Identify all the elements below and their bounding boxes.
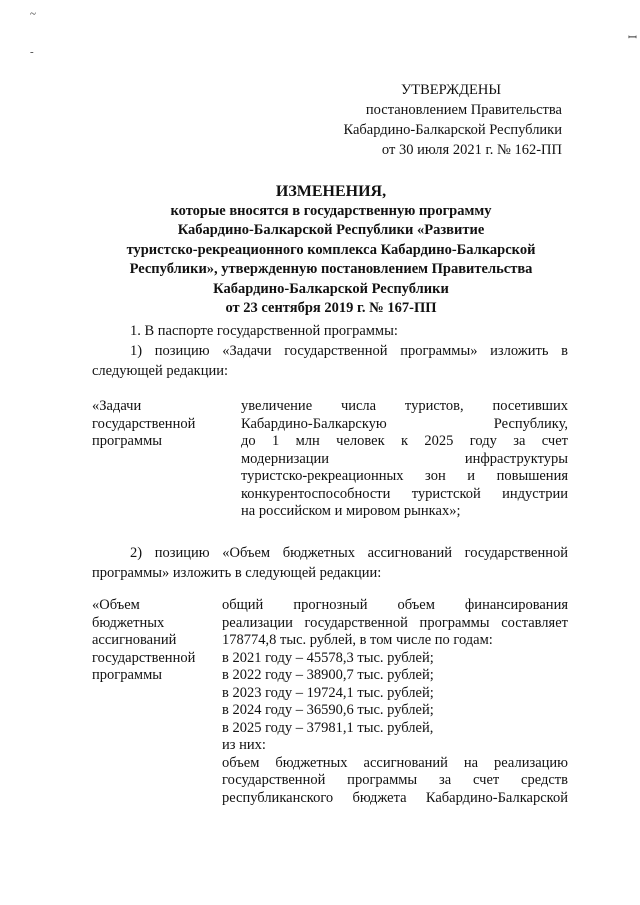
budget-label-line: ассигнований <box>92 632 177 648</box>
budget-label <box>92 597 212 685</box>
budget-value-line: республиканского бюджета Кабардино-Балкарской <box>222 789 568 806</box>
tasks-value-line: конкурентоспособности туристской индустрии <box>241 485 568 502</box>
tasks-label <box>92 398 232 451</box>
budget-value-line: в 2025 году – 37981,1 тыс. рублей, <box>222 719 434 736</box>
margin-mark: ~ <box>30 8 36 20</box>
approval-line: от 30 июля 2021 г. № 162-ПП <box>381 142 562 158</box>
title-line: туристско-рекреационного комплекса Кабардино-Балкарской <box>126 241 536 258</box>
item-1: 1. В паспорте государственной программы: <box>130 323 398 339</box>
budget-value-line: в 2024 году – 36590,6 тыс. рублей; <box>222 702 434 718</box>
budget-value-line: объем бюджетных ассигнований на реализацию <box>222 754 568 771</box>
tasks-value-line: Кабардино-Балкарскую Республику, <box>241 415 568 432</box>
tasks-value-line: увеличение числа туристов, посетивших <box>241 398 568 414</box>
budget-label-line: государственной <box>92 649 196 666</box>
tasks-label-line: государственной <box>92 415 196 432</box>
budget-value-line: общий прогнозный объем финансирования <box>222 597 568 613</box>
tasks-value <box>241 398 568 521</box>
title-line: Кабардино-Балкарской Республики «Развитие <box>177 222 485 238</box>
title-line: от 23 сентября 2019 г. № 167-ПП <box>225 300 437 316</box>
approval-line: постановлением Правительства <box>365 102 562 118</box>
budget-value-line: реализации государственной программы составляет <box>222 614 568 631</box>
tasks-value-line: туристско-рекреационных зон и повышения <box>241 468 568 484</box>
item-1-1: 1) позицию «Задачи государственной программы» изложить в следующей редакции: <box>92 343 568 379</box>
budget-value-line: в 2023 году – 19724,1 тыс. рублей; <box>222 684 434 701</box>
document-title <box>96 182 566 319</box>
approval-title: УТВЕРЖДЕНЫ <box>400 82 502 98</box>
margin-mark: ꟷ <box>628 32 637 44</box>
item-1-2: 2) позицию «Объем бюджетных ассигнований государственной программы» изложить в следующей редакции: <box>92 545 568 581</box>
budget-value <box>222 597 568 807</box>
budget-row <box>92 597 568 817</box>
budget-label-line: программы <box>92 667 162 683</box>
margin-mark: - <box>30 46 34 58</box>
title-line: Республики», утвержденную постановлением Правительства <box>129 261 533 277</box>
approval-line: Кабардино-Балкарской Республики <box>343 122 562 138</box>
approval-block <box>300 80 562 160</box>
budget-label-line: бюджетных <box>92 614 165 631</box>
budget-value-line: в 2021 году – 45578,3 тыс. рублей; <box>222 649 434 666</box>
tasks-value-line: модернизации инфраструктуры <box>241 450 568 467</box>
tasks-value-line: на российском и мировом рынках»; <box>241 503 461 519</box>
budget-value-line: в 2022 году – 38900,7 тыс. рублей; <box>222 667 434 683</box>
tasks-row <box>92 398 568 528</box>
title-heading: ИЗМЕНЕНИЯ, <box>275 183 387 200</box>
title-line: которые вносятся в государственную программу <box>170 202 492 219</box>
budget-value-line: 178774,8 тыс. рублей, в том числе по годам: <box>222 632 493 648</box>
budget-value-line: из них: <box>222 737 266 753</box>
tasks-value-line: до 1 млн человек к 2025 году за счет <box>241 433 568 449</box>
budget-value-line: государственной программы за счет средств <box>222 772 568 788</box>
tasks-label-line: программы <box>92 433 162 449</box>
title-line: Кабардино-Балкарской Республики <box>213 280 449 297</box>
tasks-label-line: «Задачи <box>92 398 142 414</box>
budget-label-line: «Объем <box>92 597 140 613</box>
